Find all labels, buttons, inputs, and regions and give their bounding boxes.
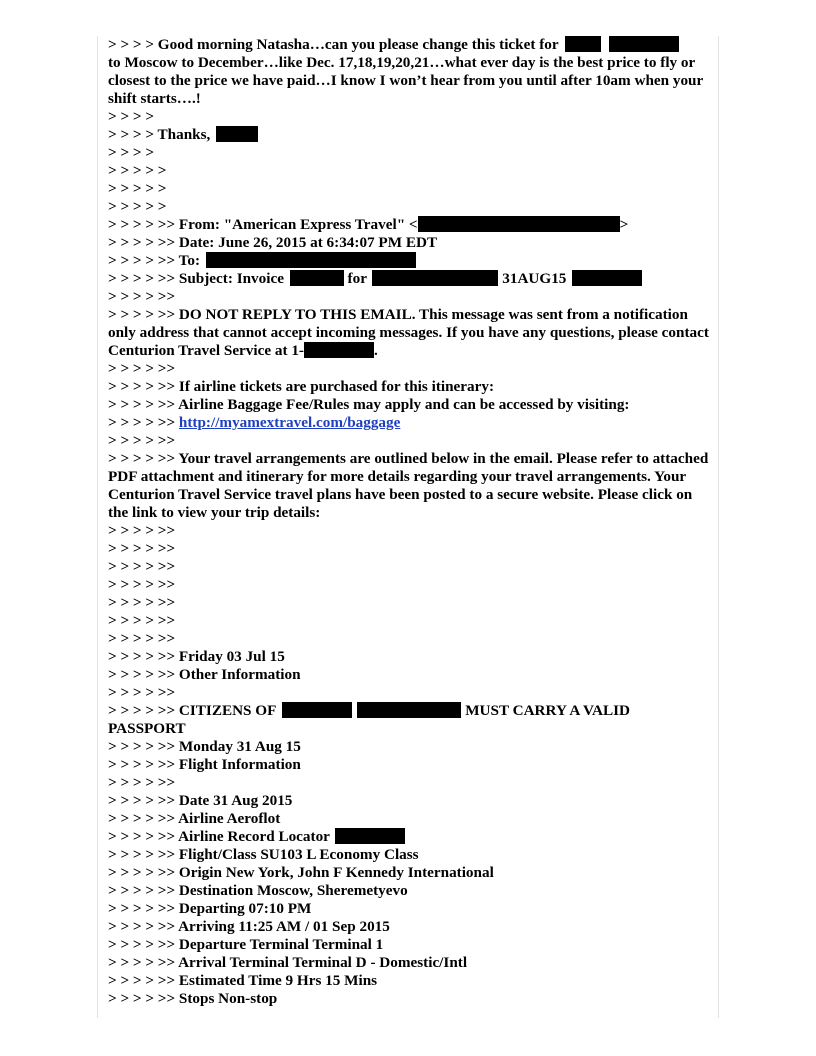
arriving-line: > > > > >> Arriving 11:25 AM / 01 Sep 2015 <box>108 918 390 935</box>
quote-line: > > > > >> <box>108 612 176 629</box>
redaction-box <box>304 342 374 358</box>
from-text: > > > > >> From: "American Express Travel" < <box>108 216 418 233</box>
redaction-box <box>206 252 416 268</box>
quote-line: > > > > >> <box>108 594 176 611</box>
origin-line: > > > > >> Origin New York, John F Kennedy International <box>108 864 494 881</box>
record-locator-text: > > > > >> Airline Record Locator <box>108 828 330 845</box>
citizens-text: > > > > >> CITIZENS OF <box>108 702 276 719</box>
notice-end: . <box>374 342 378 359</box>
quote-line: > > > > >> <box>108 774 176 791</box>
monday-line: > > > > >> Monday 31 Aug 15 <box>108 738 301 755</box>
from-suffix: > <box>619 216 629 233</box>
quote-line: > > > > >> <box>108 684 176 701</box>
airline-tickets-line: > > > > >> If airline tickets are purchased for this itinerary: <box>108 378 495 395</box>
quote-line: > > > > > <box>108 162 167 179</box>
subject-line <box>108 270 711 288</box>
citizens-suffix: MUST CARRY A VALID <box>465 702 630 719</box>
notice-text: > > > > >> DO NOT REPLY TO THIS EMAIL. This message was sent from a notification only address that cannot accept incoming messages. If you have any questions, please contact Centurion Travel Service at 1- <box>108 306 709 359</box>
redaction-box <box>282 702 352 718</box>
redaction-box <box>335 828 405 844</box>
redaction-box <box>572 270 642 286</box>
quote-line: > > > > >> <box>108 432 176 449</box>
quote-line: > > > > >> <box>108 558 176 575</box>
subject-date: 31AUG15 <box>502 270 567 287</box>
subject-text: > > > > >> Subject: Invoice <box>108 270 284 287</box>
right-margin-rule <box>718 36 719 1018</box>
quote-line: > > > > >> <box>108 576 176 593</box>
passport-line: PASSPORT <box>108 720 186 737</box>
link-prefix: > > > > >> <box>108 414 176 431</box>
request-paragraph: to Moscow to December…like Dec. 17,18,19,20,21…what ever day is the best price to fly or closest to the price we have paid…I know I won’t hear from you until after 10am when your shift starts….! <box>108 54 703 107</box>
redaction-box <box>357 702 461 718</box>
flight-info-line: > > > > >> Flight Information <box>108 756 301 773</box>
quote-line: > > > > >> <box>108 360 176 377</box>
date-line: > > > > >> Date: June 26, 2015 at 6:34:07 PM EDT <box>108 234 438 251</box>
arrangements-paragraph: > > > > >> Your travel arrangements are outlined below in the email. Please refer to attached PDF attachment and itinerary for more details regarding your travel arrangements. Your Centurion Travel Service travel plans have been posted to a secure website. Please click on the link to view your trip details: <box>108 450 709 521</box>
quote-line: > > > > >> <box>108 630 176 647</box>
stops-line: > > > > >> Stops Non-stop <box>108 990 278 1007</box>
arrival-terminal-line: > > > > >> Arrival Terminal Terminal D - Domestic/Intl <box>108 954 468 971</box>
greeting-text: > > > > Good morning Natasha…can you please change this ticket for <box>108 36 559 53</box>
redaction-box <box>372 270 498 286</box>
flight-class-line: > > > > >> Flight/Class SU103 L Economy Class <box>108 846 419 863</box>
quote-line: > > > > <box>108 108 155 125</box>
redaction-box <box>290 270 344 286</box>
baggage-link-line <box>108 414 711 432</box>
departing-line: > > > > >> Departing 07:10 PM <box>108 900 312 917</box>
quote-line: > > > > >> <box>108 288 176 305</box>
airline-line: > > > > >> Airline Aeroflot <box>108 810 281 827</box>
baggage-rules-line: > > > > >> Airline Baggage Fee/Rules may apply and can be accessed by visiting: <box>108 396 630 413</box>
left-margin-rule <box>97 36 98 1018</box>
to-text: > > > > >> To: <box>108 252 201 269</box>
thanks-line <box>108 126 711 144</box>
redaction-box <box>216 126 258 142</box>
from-line <box>108 216 711 234</box>
other-info-line: > > > > >> Other Information <box>108 666 301 683</box>
no-reply-notice <box>108 306 711 360</box>
thanks-text: > > > > Thanks, <box>108 126 211 143</box>
quote-line: > > > > >> <box>108 522 176 539</box>
redaction-box <box>609 36 679 52</box>
departure-terminal-line: > > > > >> Departure Terminal Terminal 1 <box>108 936 384 953</box>
flight-date-line: > > > > >> Date 31 Aug 2015 <box>108 792 293 809</box>
baggage-link[interactable]: http://myamextravel.com/baggage <box>178 414 401 431</box>
quote-line: > > > > >> <box>108 540 176 557</box>
redaction-box <box>418 216 620 232</box>
to-line <box>108 252 711 270</box>
subject-for: for <box>347 270 367 287</box>
quote-line: > > > > > <box>108 198 167 215</box>
destination-line: > > > > >> Destination Moscow, Sheremetyevo <box>108 882 408 899</box>
greeting-line <box>108 36 711 54</box>
citizens-line <box>108 702 711 720</box>
quote-line: > > > > <box>108 144 155 161</box>
email-body <box>108 36 711 1008</box>
record-locator-line <box>108 828 711 846</box>
friday-line: > > > > >> Friday 03 Jul 15 <box>108 648 285 665</box>
redaction-box <box>565 36 601 52</box>
quote-line: > > > > > <box>108 180 167 197</box>
estimated-time-line: > > > > >> Estimated Time 9 Hrs 15 Mins <box>108 972 378 989</box>
